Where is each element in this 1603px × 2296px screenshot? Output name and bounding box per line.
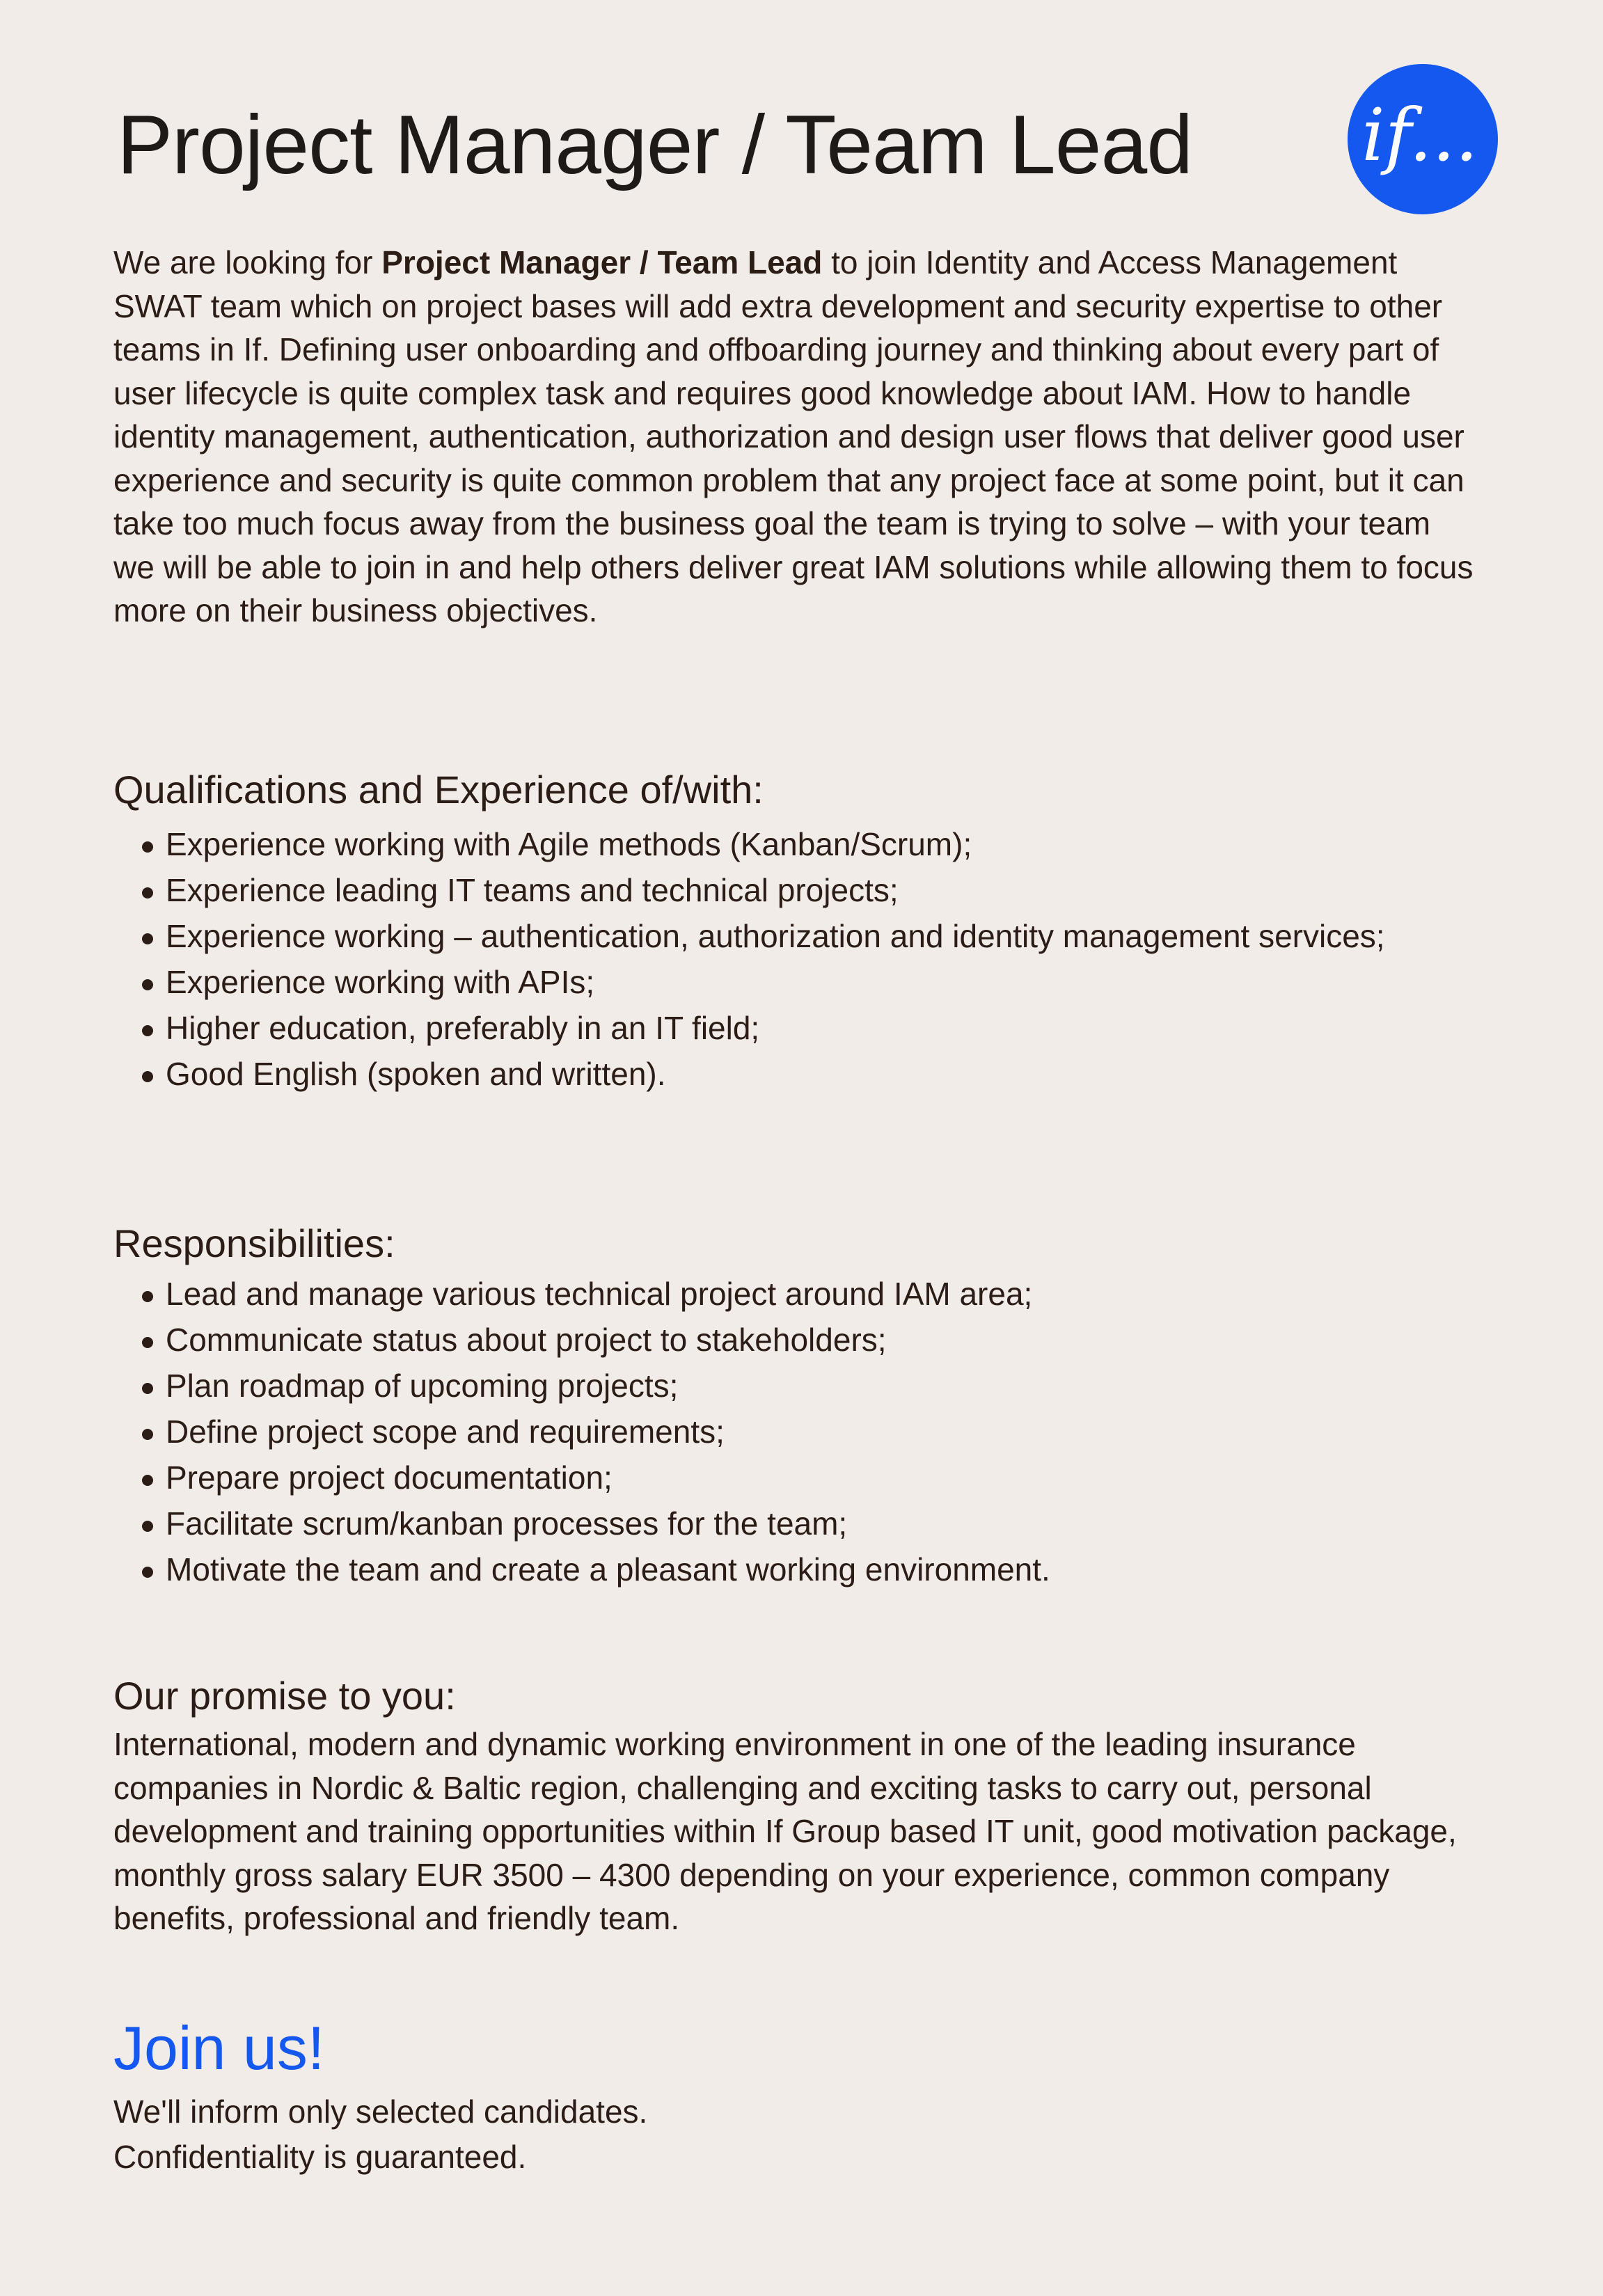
list-item: Lead and manage various technical project around IAM area; [139, 1272, 1434, 1316]
responsibilities-list [139, 1272, 1434, 1594]
closing-line-selected-candidates: We'll inform only selected candidates. [113, 2093, 648, 2130]
list-item: Experience working with APIs; [139, 960, 1434, 1004]
list-item: Experience working with Agile methods (Kanban/Scrum); [139, 823, 1434, 866]
promise-paragraph: International, modern and dynamic working environment in one of the leading insurance companies in Nordic & Baltic region, challenging and exciting tasks to carry out, personal development and training opportunities within If Group based IT unit, good motivation package, monthly gross salary EUR 3500 – 4300 depending on your experience, common company benefits, professional and friendly team. [113, 1726, 1457, 1936]
list-item: Experience working – authentication, authorization and identity management services; [139, 915, 1434, 958]
list-item: Experience leading IT teams and technical projects; [139, 869, 1434, 912]
closing-notes [113, 2089, 647, 2180]
list-item: Motivate the team and create a pleasant working environment. [139, 1548, 1434, 1592]
closing-line-confidentiality: Confidentiality is guaranteed. [113, 2139, 527, 2175]
join-us-heading: Join us! [113, 2013, 325, 2082]
promise-heading: Our promise to you: [113, 1674, 456, 1718]
list-item: Higher education, preferably in an IT field; [139, 1006, 1434, 1050]
list-item: Prepare project documentation; [139, 1456, 1434, 1500]
if-logo [1348, 64, 1498, 214]
intro-after: to join Identity and Access Management SWAT team which on project bases will add extra development and security expertise to other teams in If. Defining user onboarding and offboarding journey and thinking about every part of user lifecycle is quite complex task and requires good knowledge about IAM. How to handle identity management, authentication, authorization and design user flows that deliver good user experience and security is quite common problem that any project face at some point, but it can take too much focus away from the business goal the team is trying to solve – with your team we will be able to join in and help others deliver great IAM solutions while allowing them to focus more on their business objectives. [113, 244, 1474, 628]
intro-paragraph [113, 241, 1478, 633]
list-item: Define project scope and requirements; [139, 1410, 1434, 1454]
list-item: Good English (spoken and written). [139, 1052, 1434, 1096]
responsibilities-heading: Responsibilities: [113, 1221, 395, 1265]
page-title: Project Manager / Team Lead [117, 98, 1193, 191]
list-item: Plan roadmap of upcoming projects; [139, 1364, 1434, 1408]
intro-before: We are looking for [113, 244, 382, 280]
list-item: Facilitate scrum/kanban processes for the team; [139, 1502, 1434, 1546]
if-logo-icon [1348, 64, 1498, 214]
list-item: Communicate status about project to stakeholders; [139, 1318, 1434, 1362]
qualifications-heading: Qualifications and Experience of/with: [113, 768, 764, 811]
intro-bold-role: Project Manager / Team Lead [381, 244, 823, 280]
logo-text: if... [1361, 93, 1478, 177]
qualifications-list [139, 823, 1434, 1098]
